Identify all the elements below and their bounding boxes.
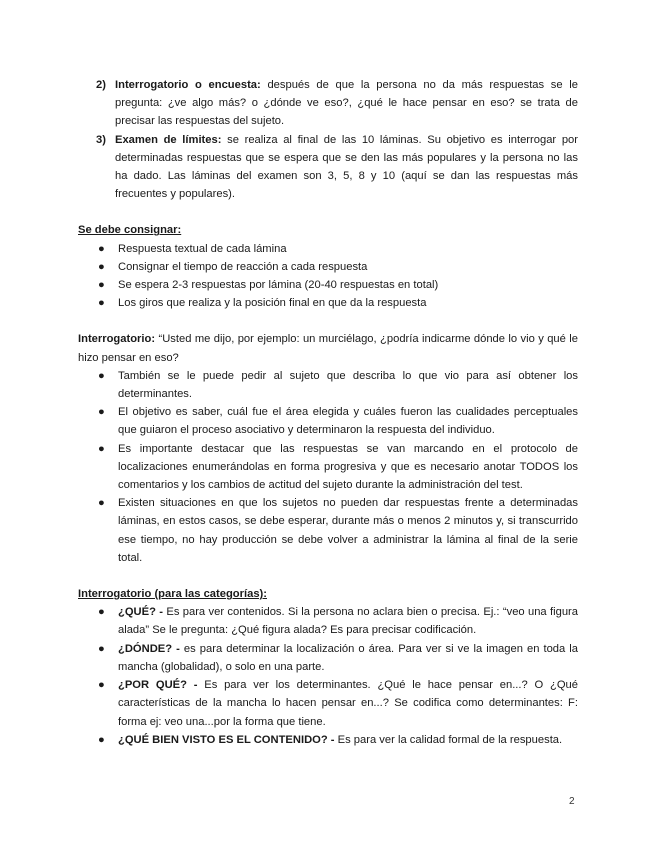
item-text: se realiza al final de las 10 láminas. Su objetivo es interrogar por determinadas respuestas que se espera que se den las más populares y la persona no las ha dado. Las láminas del examen son 3, 5, 8 y 10 (aquí se dan las respuestas más frecuentes y populares). (115, 133, 578, 201)
bullet-icon: ● (98, 642, 105, 655)
bullet-icon: ● (98, 406, 105, 419)
bullet-icon: ● (98, 369, 105, 382)
bullet-icon: ● (98, 442, 105, 455)
numbered-item (96, 131, 578, 204)
list-item-label: ¿DÓNDE? - (118, 642, 180, 655)
list-item-text: Es para ver la calidad formal de la respuesta. (334, 733, 563, 746)
list-item-label: ¿QUÉ BIEN VISTO ES EL CONTENIDO? - (118, 733, 335, 746)
bullet-icon: ● (98, 733, 105, 746)
bullet-icon: ● (98, 260, 105, 273)
item-number: 3) (96, 133, 106, 146)
page-content (78, 76, 578, 749)
list-item (98, 240, 578, 258)
list-item-label: ¿POR QUÉ? - (118, 679, 198, 692)
list-item-text: También se le puede pedir al sujeto que describa lo que vio para así obtener los determinantes. (118, 369, 578, 401)
item-text: después de que la persona no da más respuestas se le pregunta: ¿ve algo más? o ¿dónde ve eso?, ¿qué le hace pensar en eso? se trata de precisar las respuestas del sujeto. (115, 79, 578, 128)
interrogatorio-section (78, 330, 578, 567)
list-item-text: es para determinar la localización o área. Para ver si ve la imagen en toda la mancha (globalidad), o solo en una parte. (118, 642, 579, 673)
list-item (98, 494, 578, 567)
list-item (98, 403, 578, 439)
interrogatorio-paragraph (78, 330, 578, 366)
list-item-text: El objetivo es saber, cuál fue el área elegida y cuáles fueron las cualidades perceptuales que guiaron el proceso asociativo y determinaron la respuesta del individuo. (118, 406, 578, 437)
consignar-section (78, 221, 578, 312)
bullet-list (98, 603, 578, 749)
list-item-text: Es importante destacar que las respuestas se van marcando en el protocolo de localizaciones enumerándolas en forma progresiva y que es necesario anotar TODOS los comentarios y los cambios de actitud del sujeto durante la administración del test. (118, 442, 578, 492)
page-number: 2 (569, 796, 575, 807)
bullet-icon: ● (98, 606, 105, 619)
bullet-icon: ● (98, 279, 105, 292)
list-item-text: Existen situaciones en que los sujetos no pueden dar respuestas frente a determinadas láminas, en estos casos, se debe esperar, durante más o menos 2 minutos y, si transcurrido ese tiempo, no hay producción se debe volver a administrar la lámina al final de la serie total. (118, 497, 578, 564)
list-item-text: Se espera 2-3 respuestas por lámina (20-40 respuestas en total) (118, 279, 439, 292)
numbered-list (96, 76, 578, 203)
list-item (98, 731, 578, 749)
list-item (98, 603, 578, 639)
list-item-text: Respuesta textual de cada lámina (118, 242, 287, 255)
bullet-icon: ● (98, 242, 105, 255)
list-item-label: ¿QUÉ? - (118, 606, 163, 619)
list-item (98, 258, 578, 276)
paragraph-text: “Usted me dijo, por ejemplo: un murciélago, ¿podría indicarme dónde lo vio y qué le hizo pensar en eso? (78, 333, 578, 364)
bullet-icon: ● (98, 497, 105, 510)
item-title: Examen de límites: (115, 133, 222, 146)
list-item (98, 676, 578, 731)
bullet-icon: ● (98, 297, 105, 310)
section-heading: Se debe consignar: (78, 224, 182, 237)
section-heading: Interrogatorio (para las categorías): (78, 588, 267, 601)
bullet-list (98, 367, 578, 567)
list-item (98, 640, 578, 676)
list-item (98, 440, 578, 495)
list-item-text: Consignar el tiempo de reacción a cada respuesta (118, 260, 368, 273)
list-item-text: Los giros que realiza y la posición final en que da la respuesta (118, 297, 427, 310)
numbered-item (96, 76, 578, 131)
list-item-text: Es para ver contenidos. Si la persona no aclara bien o precisa. Ej.: “veo una figura alada” Se le pregunta: ¿Qué figura alada? Es para precisar codificación. (118, 606, 578, 637)
item-number: 2) (96, 79, 106, 91)
list-item (98, 276, 578, 294)
paragraph-label: Interrogatorio: (78, 333, 156, 346)
list-item (98, 294, 578, 312)
bullet-list (98, 240, 578, 313)
bullet-icon: ● (98, 679, 105, 692)
list-item-text: Es para ver los determinantes. ¿Qué le hace pensar en...? O ¿Qué características de la mancha lo hacen pensar en...? Se codifica como determinantes: F: forma ej: veo una...por la forma que tiene. (118, 679, 578, 728)
categorias-section (78, 585, 578, 749)
item-title: Interrogatorio o encuesta: (115, 79, 261, 91)
list-item (98, 367, 578, 403)
